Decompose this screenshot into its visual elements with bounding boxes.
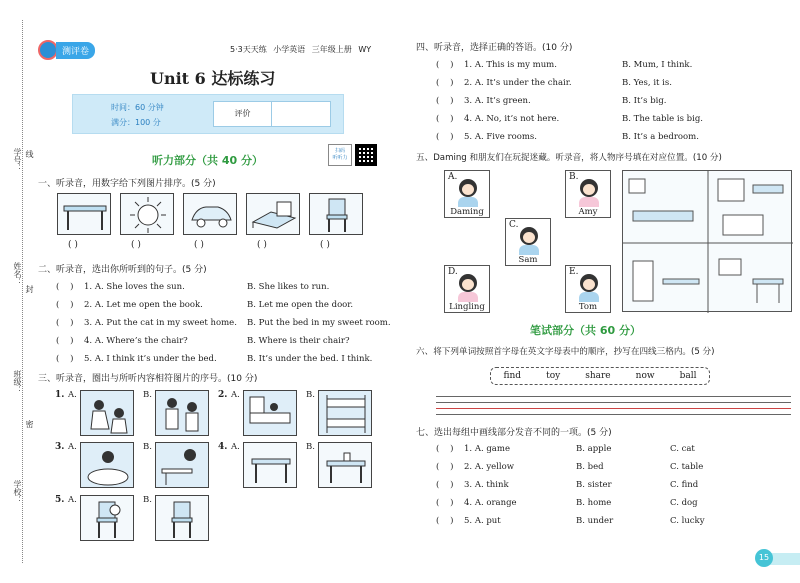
info-box <box>72 94 344 134</box>
character-letter: D. <box>448 267 458 277</box>
family-picture[interactable] <box>155 390 209 436</box>
house-cross-section[interactable] <box>622 170 792 312</box>
option-a: 1. A. game <box>464 444 510 454</box>
answer-blank[interactable]: ( ) <box>56 282 74 292</box>
option-text: A. Put the cat in my sweet home. <box>94 318 237 328</box>
answer-blank[interactable]: ( ) <box>436 498 454 508</box>
option-text: A. think <box>474 480 509 490</box>
student-id-label: 学号： <box>13 148 22 172</box>
answer-blank[interactable]: ( ) <box>436 132 454 142</box>
character-card <box>565 170 611 218</box>
item-number: 2 <box>464 78 470 88</box>
option-b: B. sister <box>576 480 612 490</box>
option-label: B. <box>306 390 315 400</box>
character-card <box>565 265 611 313</box>
character-card <box>444 170 490 218</box>
option-text: A. It’s under the chair. <box>474 78 572 88</box>
table-picture[interactable] <box>243 442 297 488</box>
word: share <box>585 371 611 381</box>
option-c: C. table <box>670 462 704 472</box>
option-a: 1. A. She loves the sun. <box>84 282 185 292</box>
bunk-bed-picture[interactable] <box>318 390 372 436</box>
item-number: 4. <box>218 442 228 452</box>
option-a: 2. A. yellow <box>464 462 515 472</box>
page-number: 15 <box>755 549 773 567</box>
table-picture <box>57 193 111 235</box>
word: find <box>503 371 522 381</box>
class-label: 班级： <box>13 370 22 394</box>
option-a: 3. A. think <box>464 480 509 490</box>
option-b: B. It’s under the bed. I think. <box>247 354 373 364</box>
name-label: 姓名： <box>13 262 22 286</box>
item-number: 2 <box>464 462 470 472</box>
option-label: A. <box>231 390 240 400</box>
character-name: Amy <box>566 207 610 217</box>
option-b: B. It’s a bedroom. <box>622 132 699 142</box>
option-text: A. She loves the sun. <box>94 282 185 292</box>
item-number: 1 <box>464 444 470 454</box>
child-in-tub-picture[interactable] <box>80 442 134 488</box>
section-7-title: 七、选出每组中画线部分发音不同的一项。(5 分) <box>416 428 612 438</box>
item-number: 3 <box>84 318 90 328</box>
item-number: 4 <box>464 498 470 508</box>
option-label: B. <box>306 442 315 452</box>
word: ball <box>679 371 697 381</box>
option-a: 4. A. orange <box>464 498 517 508</box>
chair-with-ball-picture[interactable] <box>80 495 134 541</box>
answer-blank[interactable]: ( ) <box>320 240 330 250</box>
guide-line <box>436 408 791 409</box>
option-b: B. Mum, I think. <box>622 60 693 70</box>
table-with-cup-picture[interactable] <box>318 442 372 488</box>
option-text: A. put <box>474 516 501 526</box>
option-label: A. <box>68 495 77 505</box>
evaluation-box <box>213 101 331 127</box>
character-letter: E. <box>569 267 579 277</box>
option-a: 3. A. Put the cat in my sweet home. <box>84 318 237 328</box>
option-b: B. Yes, it is. <box>622 78 672 88</box>
option-b: B. apple <box>576 444 612 454</box>
cut-mark: 封 <box>25 285 34 293</box>
answer-blank[interactable]: ( ) <box>56 354 74 364</box>
answer-blank[interactable]: ( ) <box>194 240 204 250</box>
answer-blank[interactable]: ( ) <box>436 462 454 472</box>
item-number: 1 <box>464 60 470 70</box>
item-number: 2. <box>218 390 228 400</box>
cut-mark: 线 <box>25 150 34 158</box>
option-a: 1. A. This is my mum. <box>464 60 557 70</box>
option-text: A. No, it’s not here. <box>474 114 560 124</box>
option-text: A. orange <box>474 498 517 508</box>
answer-blank[interactable]: ( ) <box>436 516 454 526</box>
option-a: 3. A. It’s green. <box>464 96 531 106</box>
option-a: 2. A. It’s under the chair. <box>464 78 572 88</box>
option-label: B. <box>143 390 152 400</box>
binding-gutter <box>0 0 32 583</box>
option-text: A. It’s green. <box>474 96 531 106</box>
option-a: 2. A. Let me open the book. <box>84 300 203 310</box>
option-c: C. dog <box>670 498 698 508</box>
word-bank <box>490 367 710 385</box>
car-picture <box>183 193 237 235</box>
option-text: A. yellow <box>474 462 515 472</box>
answer-blank[interactable]: ( ) <box>56 300 74 310</box>
answer-blank[interactable]: ( ) <box>131 240 141 250</box>
series-header: 5·3天天练 小学英语 三年级上册 WY <box>230 45 372 54</box>
character-card <box>505 218 551 266</box>
section-4-title: 四、听录音，选择正确的答语。(10 分) <box>416 43 573 53</box>
option-c: C. find <box>670 480 699 490</box>
guide-line <box>436 414 791 415</box>
option-a: 4. A. No, it’s not here. <box>464 114 560 124</box>
option-label: B. <box>143 495 152 505</box>
answer-blank[interactable]: ( ) <box>56 336 74 346</box>
page-title: Unit 6 达标练习 <box>150 69 276 88</box>
evaluation-label: 评价 <box>214 102 272 126</box>
house-drawing <box>623 171 793 313</box>
item-number: 5. <box>55 495 65 505</box>
section-2-title: 二、听录音，选出你所听到的句子。(5 分) <box>38 265 207 275</box>
section-3-title: 三、听录音，圈出与所听内容相符图片的序号。(10 分) <box>38 374 258 384</box>
right-page <box>400 0 800 583</box>
section-1-title: 一、听录音，用数字给下列图片排序。(5 分) <box>38 179 216 189</box>
option-b: B. She likes to run. <box>247 282 330 292</box>
time-limit: 时间：60 分钟 <box>111 103 164 112</box>
item-number: 1 <box>84 282 90 292</box>
children-playing-picture[interactable] <box>80 390 134 436</box>
answer-blank[interactable]: ( ) <box>257 240 267 250</box>
full-score: 满分：100 分 <box>111 118 161 127</box>
bedroom-picture[interactable] <box>243 390 297 436</box>
option-text: A. Where’s the chair? <box>94 336 188 346</box>
option-b: B. Where is their chair? <box>247 336 350 346</box>
character-letter: B. <box>569 172 579 182</box>
guide-line <box>436 396 791 397</box>
answer-blank[interactable]: ( ) <box>68 240 78 250</box>
option-c: C. cat <box>670 444 695 454</box>
qr-code-icon[interactable] <box>355 144 377 166</box>
item-number: 3 <box>464 480 470 490</box>
option-text: A. I think it’s under the bed. <box>94 354 217 364</box>
word: now <box>635 371 655 381</box>
item-number: 5 <box>464 516 470 526</box>
scan-text: 扫码 <box>334 148 345 154</box>
option-a: 4. A. Where’s the chair? <box>84 336 188 346</box>
sun-picture <box>120 193 174 235</box>
mascot-icon <box>38 40 58 60</box>
character-name: Tom <box>566 302 610 312</box>
option-label: A. <box>68 390 77 400</box>
option-b: B. It’s big. <box>622 96 667 106</box>
option-b: B. Let me open the door. <box>247 300 354 310</box>
answer-blank[interactable]: ( ) <box>436 480 454 490</box>
answer-blank[interactable]: ( ) <box>436 114 454 124</box>
option-text: A. game <box>474 444 510 454</box>
chair-picture[interactable] <box>155 495 209 541</box>
option-c: C. lucky <box>670 516 705 526</box>
school-label: 学校： <box>13 480 22 504</box>
option-b: B. under <box>576 516 614 526</box>
option-text: A. This is my mum. <box>474 60 557 70</box>
option-label: A. <box>68 442 77 452</box>
item-number: 1. <box>55 390 65 400</box>
character-name: Sam <box>506 255 550 265</box>
option-a: 5. A. Five rooms. <box>464 132 537 142</box>
character-card <box>444 265 490 313</box>
item-number: 2 <box>84 300 90 310</box>
listening-section-title: 听力部分（共 40 分） <box>152 154 263 167</box>
scan-label <box>328 144 352 166</box>
character-letter: A. <box>448 172 458 182</box>
character-name: Daming <box>445 207 489 217</box>
guide-line <box>436 402 791 403</box>
option-b: B. home <box>576 498 612 508</box>
option-label: B. <box>143 442 152 452</box>
option-b: B. bed <box>576 462 604 472</box>
child-at-table-picture[interactable] <box>155 442 209 488</box>
answer-blank[interactable]: ( ) <box>436 96 454 106</box>
item-number: 5 <box>84 354 90 364</box>
item-number: 4 <box>464 114 470 124</box>
cut-mark: 密 <box>25 420 34 428</box>
section-5-title: 五、Daming 和朋友们在玩捉迷藏。听录音，将人物序号填在对应位置。(10 分) <box>416 153 722 163</box>
word: toy <box>546 371 561 381</box>
character-name: Lingling <box>445 302 489 312</box>
item-number: 4 <box>84 336 90 346</box>
scan-text: 听听力 <box>332 155 348 161</box>
character-letter: C. <box>509 220 519 230</box>
evaluation-field[interactable] <box>272 102 330 126</box>
item-number: 3. <box>55 442 65 452</box>
option-text: A. Let me open the book. <box>94 300 203 310</box>
answer-blank[interactable]: ( ) <box>436 78 454 88</box>
option-b: B. Put the bed in my sweet room. <box>247 318 391 328</box>
answer-blank[interactable]: ( ) <box>436 444 454 454</box>
test-badge <box>38 40 95 60</box>
badge-label: 测评卷 <box>56 42 95 59</box>
item-number: 5 <box>464 132 470 142</box>
bed-picture <box>246 193 300 235</box>
option-a: 5. A. I think it’s under the bed. <box>84 354 217 364</box>
option-label: A. <box>231 442 240 452</box>
answer-blank[interactable]: ( ) <box>56 318 74 328</box>
option-text: A. Five rooms. <box>474 132 537 142</box>
item-number: 3 <box>464 96 470 106</box>
section-6-title: 六、将下列单词按照首字母在英文字母表中的顺序，抄写在四线三格内。(5 分) <box>416 347 715 357</box>
chair-picture <box>309 193 363 235</box>
answer-blank[interactable]: ( ) <box>436 60 454 70</box>
option-b: B. The table is big. <box>622 114 703 124</box>
option-a: 5. A. put <box>464 516 501 526</box>
written-section-title: 笔试部分（共 60 分） <box>530 324 641 337</box>
